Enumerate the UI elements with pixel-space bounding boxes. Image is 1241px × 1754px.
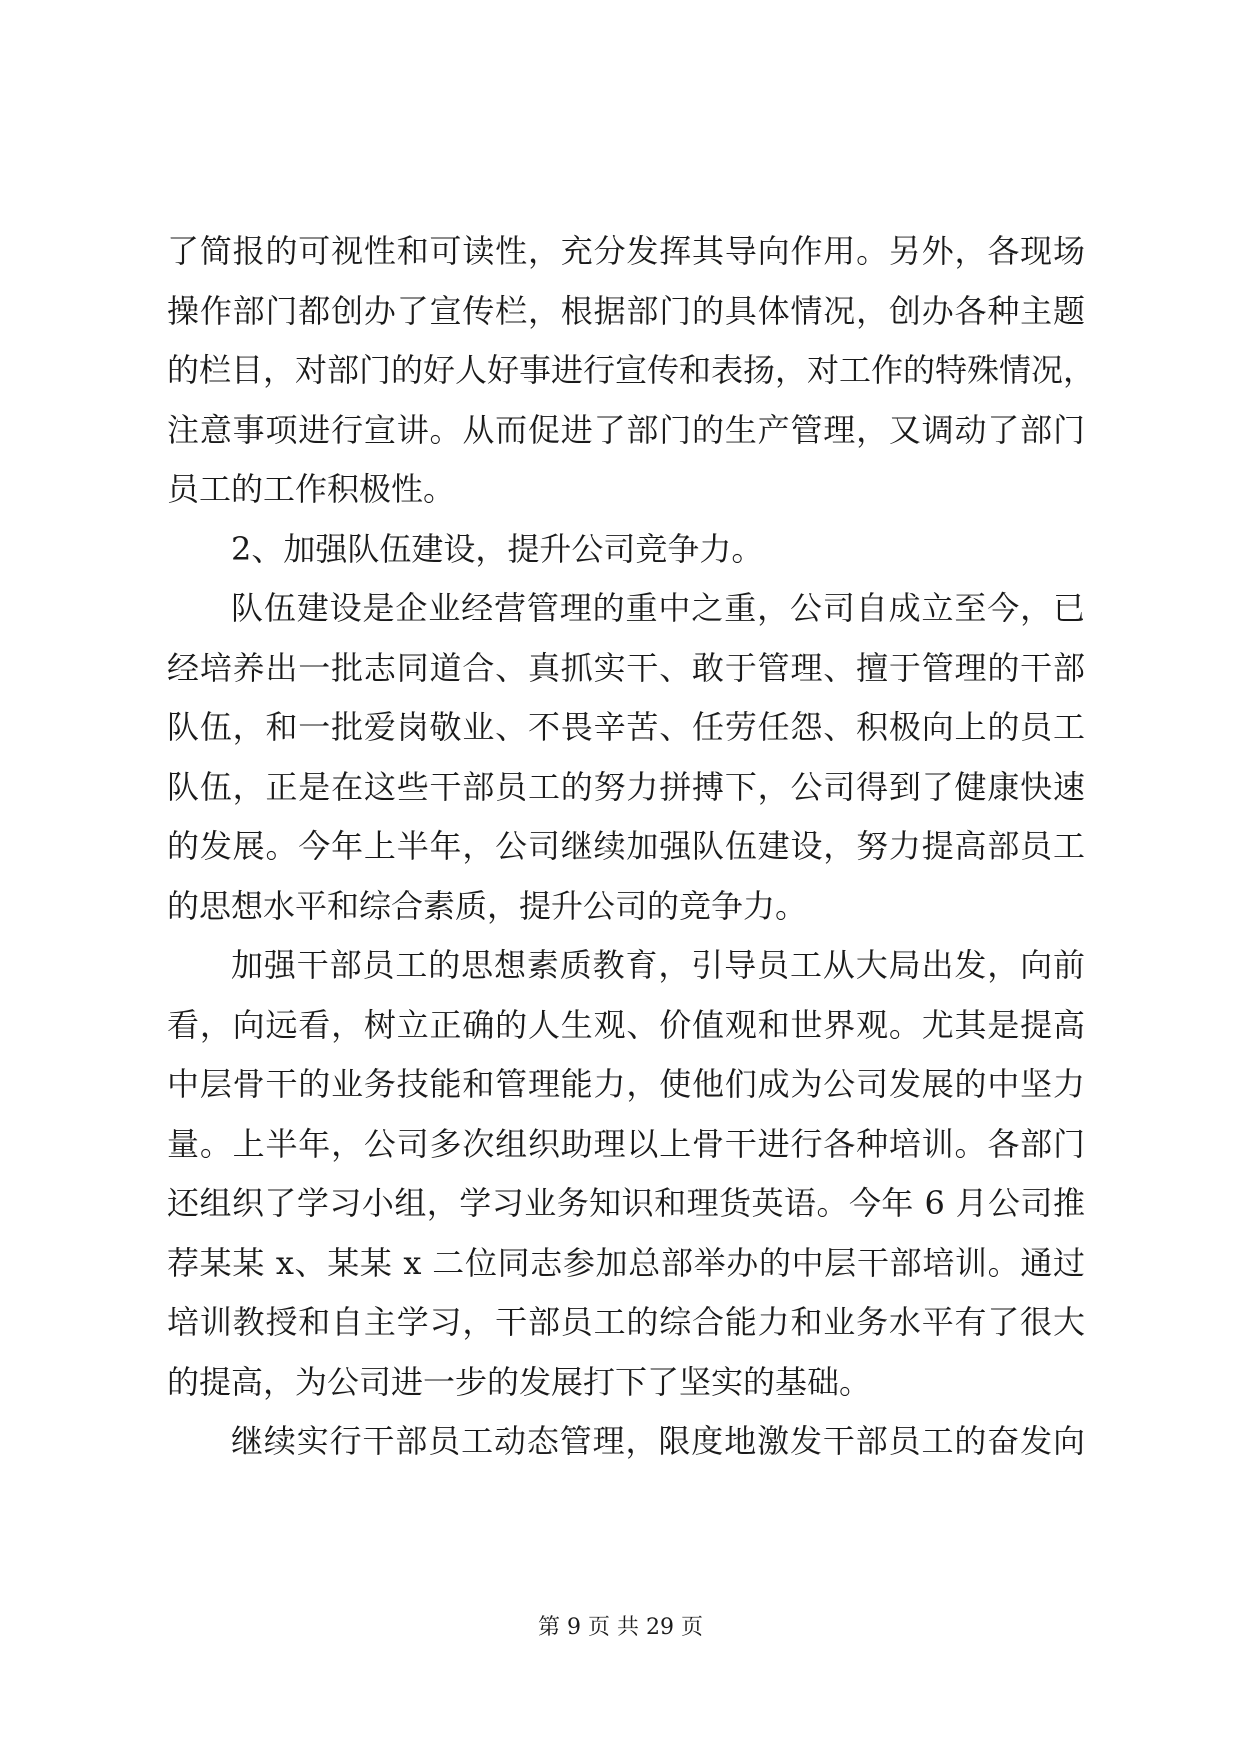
text-line: 量。上半年，公司多次组织助理以上骨干进行各种培训。各部门 [167,1124,1085,1163]
text-line: 操作部门都创办了宣传栏，根据部门的具体情况，创办各种主题 [167,291,1085,330]
text-line: 荐某某 x、某某 x 二位同志参加总部举办的中层干部培训。通过 [167,1243,1085,1282]
text-line: 经培养出一批志同道合、真抓实干、敢于管理、擅于管理的干部 [167,648,1085,687]
text-line: 培训教授和自主学习，干部员工的综合能力和业务水平有了很大 [167,1303,1085,1341]
text-line: 队伍，和一批爱岗敬业、不畏辛苦、任劳任怨、积极向上的员工 [167,708,1085,746]
text-line: 的栏目，对部门的好人好事进行宣传和表扬，对工作的特殊情况， [167,351,1096,389]
text-line: 队伍建设是企业经营管理的重中之重，公司自成立至今，已 [231,589,1085,627]
text-line: 注意事项进行宣讲。从而促进了部门的生产管理，又调动了部门 [167,410,1085,449]
text-line: 看，向远看，树立正确的人生观、价值观和世界观。尤其是提高 [167,1005,1085,1044]
text-line: 员工的工作积极性。 [167,470,456,508]
text-line: 的发展。今年上半年，公司继续加强队伍建设，努力提高部员工 [167,827,1085,865]
text-line: 了简报的可视性和可读性，充分发挥其导向作用。另外，各现场 [167,232,1085,270]
text-line: 2、加强队伍建设，提升公司竞争力。 [231,529,764,568]
page-number-footer: 第 9 页 共 29 页 [538,1615,703,1640]
text-line: 加强干部员工的思想素质教育，引导员工从大局出发，向前 [231,946,1085,984]
text-line: 的提高，为公司进一步的发展打下了坚实的基础。 [167,1362,872,1401]
text-line: 继续实行干部员工动态管理，限度地激发干部员工的奋发向 [231,1422,1085,1460]
text-line: 的思想水平和综合素质，提升公司的竞争力。 [167,886,808,925]
document-body [167,222,1096,1472]
text-line: 还组织了学习小组，学习业务知识和理货英语。今年 6 月公司推 [167,1184,1085,1222]
text-line: 中层骨干的业务技能和管理能力，使他们成为公司发展的中坚力 [167,1065,1085,1103]
text-line: 队伍，正是在这些干部员工的努力拼搏下，公司得到了健康快速 [167,767,1085,806]
